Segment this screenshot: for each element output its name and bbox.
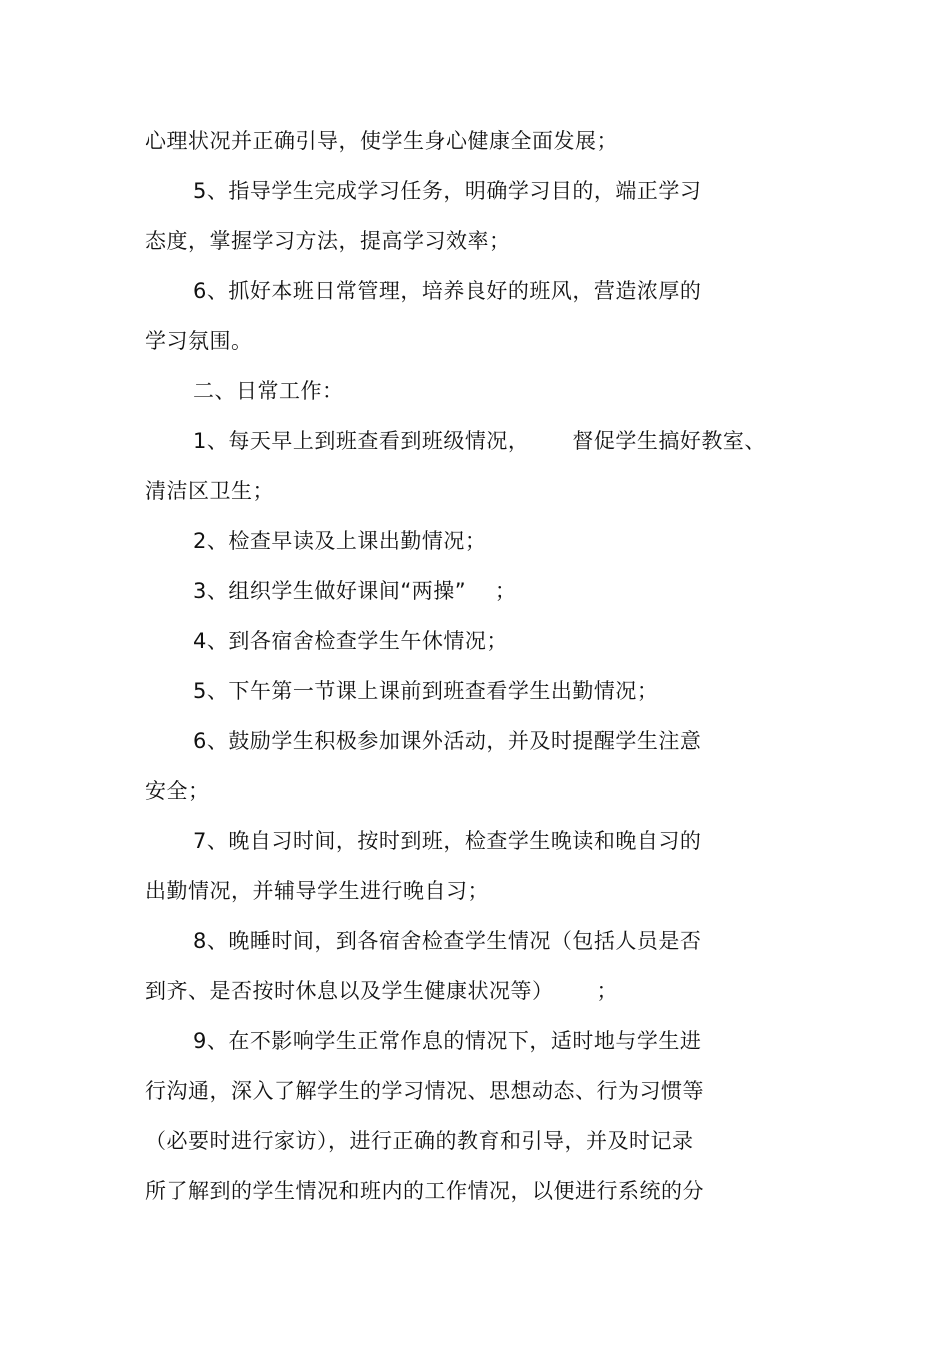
text-line-18: 到齐、是否按时休息以及学生健康状况等） ； [145,979,619,1003]
text-line-12: 5、下午第一节课上课前到班查看学生出勤情况； [193,679,659,703]
text-line-2: 5、指导学生完成学习任务，明确学习目的，端正学习 [193,179,702,203]
text-line-10: 3、组织学生做好课间“两操” ； [193,579,517,603]
text-line-17: 8、晚睡时间，到各宿舍检查学生情况（包括人员是否 [193,929,702,953]
text-line-8: 清洁区卫生； [145,479,274,503]
text-line-14: 安全； [145,779,210,803]
text-line-3: 态度，掌握学习方法，提高学习效率； [145,229,511,253]
text-line-1: 心理状况并正确引导，使学生身心健康全面发展； [145,129,618,153]
text-line-13: 6、鼓励学生积极参加课外活动，并及时提醒学生注意 [193,729,702,753]
text-line-19: 9、在不影响学生正常作息的情况下，适时地与学生进 [193,1029,702,1053]
text-line-5: 学习氛围。 [145,329,253,353]
text-line-4: 6、抓好本班日常管理，培养良好的班风，营造浓厚的 [193,279,702,303]
text-line-15: 7、晚自习时间，按时到班，检查学生晚读和晚自习的 [193,829,702,853]
section-heading: 二、日常工作： [193,379,344,403]
text-line-7: 1、每天早上到班查看到班级情况， 督促学生搞好教室、 [193,429,766,453]
text-line-20: 行沟通，深入了解学生的学习情况、思想动态、行为习惯等 [145,1079,704,1103]
text-line-21: （必要时进行家访），进行正确的教育和引导，并及时记录 [145,1129,694,1153]
text-line-11: 4、到各宿舍检查学生午休情况； [193,629,508,653]
text-line-16: 出勤情况，并辅导学生进行晚自习； [145,879,489,903]
text-line-22: 所了解到的学生情况和班内的工作情况，以便进行系统的分 [145,1179,704,1203]
text-line-9: 2、检查早读及上课出勤情况； [193,529,487,553]
